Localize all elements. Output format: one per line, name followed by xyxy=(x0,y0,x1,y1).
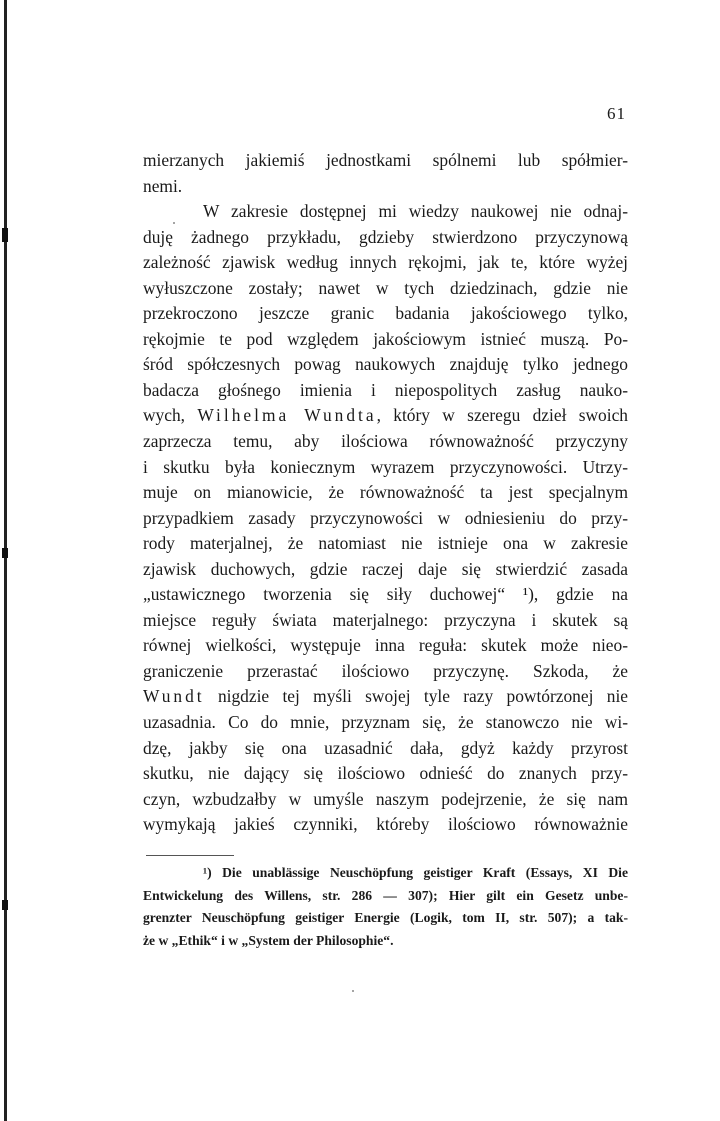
text-line: wymykają jakieś czynniki, któreby ilościowo równoważnie xyxy=(143,814,628,835)
author-name-spaced: Wilhelma Wundta xyxy=(197,405,377,426)
text-line: rękojmie te pod względem jakościowym istnieć muszą. Po- xyxy=(143,328,628,349)
footnote-line: że w „Ethik“ i w „System der Philosophie“. xyxy=(143,933,394,949)
text-line: zjawisk duchowych, gdzie raczej daje się stwierdzić zasada xyxy=(143,558,628,579)
footnote-line: ¹) Die unablässige Neuschöpfung geistiger Kraft (Essays, XI Die xyxy=(203,865,628,880)
text-line: śród spółczesnych powag naukowych znajduję tylko jednego xyxy=(143,354,628,375)
text-line: i skutku była koniecznym wyrazem przyczynowości. Utrzy- xyxy=(143,456,628,477)
text-line: wych, Wilhelma Wundta, który w szeregu dzieł swoich xyxy=(143,405,628,426)
paper-speck xyxy=(173,222,175,224)
text-line: uzasadnia. Co do mnie, przyznam się, że stanowczo nie wi- xyxy=(143,712,628,733)
footnote-line: grenzter Neuschöpfung geistiger Energie (Logik, tom II, str. 507); a tak- xyxy=(143,910,628,926)
text-line: dzę, jakby się ona uzasadnić dała, gdyż każdy przyrost xyxy=(143,737,628,758)
text-line: wyłuszczone zostały; nawet w tych dziedzinach, gdzie nie xyxy=(143,277,628,298)
text-line: Wundt nigdzie tej myśli swojej tyle razy powtórzonej nie xyxy=(143,686,628,707)
binding-mark xyxy=(2,548,8,558)
paper-speck xyxy=(352,990,354,992)
footnote xyxy=(143,862,628,953)
page-binding-edge xyxy=(4,0,7,1121)
text-line: zaprzecza temu, aby ilościowa równoważność przyczyny xyxy=(143,431,628,452)
author-name-spaced: Wundt xyxy=(143,686,205,707)
text-line: muje on mianowicie, że równoważność ta jest specjalnym xyxy=(143,482,628,503)
text-line: rody materjalnej, że natomiast nie istnieje ona w zakresie xyxy=(143,533,628,554)
binding-mark xyxy=(2,900,8,910)
text-line: skutku, nie dający się ilościowo odnieść do znanych przy- xyxy=(143,763,628,784)
text-line: równej wielkości, występuje inna reguła: skutek może nieo- xyxy=(143,635,628,656)
text-line: W zakresie dostępnej mi wiedzy naukowej nie odnaj- xyxy=(203,201,628,222)
text-line: zależność zjawisk według innych rękojmi, jak te, które wyżej xyxy=(143,252,628,273)
text-line: graniczenie przerastać ilościowo przyczynę. Szkoda, że xyxy=(143,660,628,681)
text-line: duję żadnego przykładu, gdzieby stwierdzono przyczynową xyxy=(143,226,628,247)
text-line: przypadkiem zasady przyczynowości w odniesieniu do przy- xyxy=(143,507,628,528)
text-line: „ustawicznego tworzenia się siły duchowej“ ¹), gdzie na xyxy=(143,584,628,605)
text-line: mierzanych jakiemiś jednostkami spólnemi lub spółmier- xyxy=(143,150,628,170)
page-number: 61 xyxy=(607,104,626,123)
footnote-divider xyxy=(146,855,234,856)
text-line: nemi. xyxy=(143,175,183,196)
main-text xyxy=(143,148,628,838)
binding-mark xyxy=(2,228,8,242)
footnote-line: Entwickelung des Willens, str. 286 — 307); Hier gilt ein Gesetz unbe- xyxy=(143,887,628,903)
text-line: badacza głośnego imienia i niepospolitych zasług nauko- xyxy=(143,379,628,400)
text-line: miejsce reguły świata materjalnego: przyczyna i skutek są xyxy=(143,609,628,630)
text-line: czyn, wzbudzałby w umyśle naszym podejrzenie, że się nam xyxy=(143,788,628,809)
text-line: przekroczono jeszcze granic badania jakościowego tylko, xyxy=(143,303,628,324)
